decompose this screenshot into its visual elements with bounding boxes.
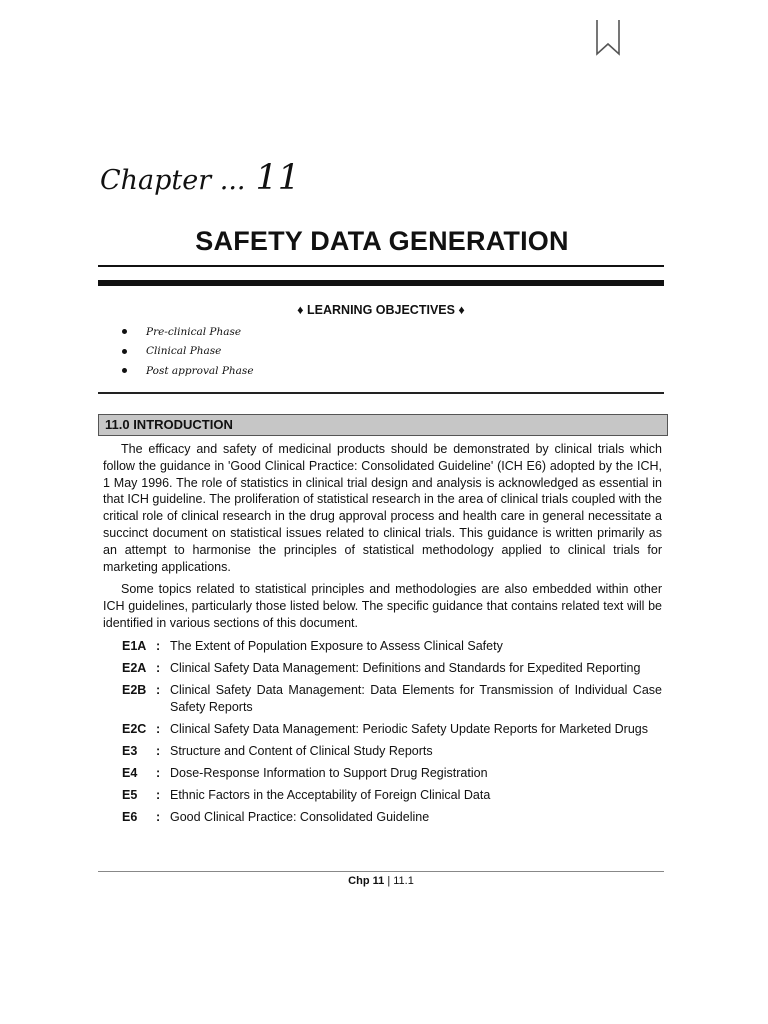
page-footer — [98, 875, 664, 887]
guideline-item: E5 : Ethnic Factors in the Acceptability of Foreign Clinical Data — [122, 788, 491, 802]
footer-rule — [98, 871, 664, 872]
chapter-prefix: Chapter ... — [100, 165, 246, 196]
footer-separator: | — [387, 875, 391, 887]
title-rule-thick — [98, 280, 664, 286]
guideline-item: E4 : Dose-Response Information to Support Drug Registration — [122, 766, 488, 780]
guideline-list — [122, 638, 662, 831]
bullet-icon — [122, 349, 127, 354]
bullet-icon — [122, 368, 127, 373]
guideline-item: E1A : The Extent of Population Exposure to Assess Clinical Safety — [122, 639, 503, 653]
list-item: Post approval Phase — [122, 361, 254, 381]
objectives-divider — [98, 392, 664, 394]
paragraph: The efficacy and safety of medicinal products should be demonstrated by clinical trials which follow the guidance in 'Good Clinical Practice: Consolidated Guideline' (ICH E6) adopted by the ICH, 1 May 1996. The role of statistics in clinical trial design and analysis is acknowledged as essential in that ICH guideline. The proliferation of statistical research in the area of clinical trials coupled with the critical role of clinical research in the drug approval process and health care in general necessitate a succinct document on statistical issues related to clinical trials. This guidance is written primarily as an attempt to harmonise the principles of statistical methodology applied to clinical trials for marketing applications. — [103, 442, 662, 574]
guideline-item: E3 : Structure and Content of Clinical Study Reports — [122, 744, 433, 758]
list-item: Clinical Phase — [122, 342, 254, 362]
guideline-item: E2C : Clinical Safety Data Management: Periodic Safety Update Reports for Marketed Drugs — [122, 722, 649, 736]
section-body — [103, 441, 662, 638]
footer-chapter: Chp 11 — [348, 875, 385, 887]
guideline-item: E2A : Clinical Safety Data Management: Definitions and Standards for Expedited Reporting — [122, 661, 641, 675]
guideline-item: E2B : Clinical Safety Data Management: Data Elements for Transmission of Individual Case Safety Reports — [122, 683, 662, 714]
chapter-number: 11 — [255, 158, 301, 198]
learning-objectives-list — [122, 322, 254, 381]
bookmark-icon[interactable] — [594, 18, 622, 58]
page-number: 11.1 — [393, 875, 414, 887]
title-rule-thin — [98, 265, 664, 267]
page-title: SAFETY DATA GENERATION — [195, 226, 569, 256]
guideline-item: E6 : Good Clinical Practice: Consolidated Guideline — [122, 810, 430, 824]
section-heading: 11.0 INTRODUCTION — [98, 414, 668, 436]
chapter-heading — [100, 158, 300, 198]
bullet-icon — [122, 329, 127, 334]
paragraph: Some topics related to statistical principles and methodologies are also embedded within other ICH guidelines, particularly those listed below. The specific guidance that contains related text will be identified in various sections of this document. — [103, 582, 662, 630]
list-item: Pre-clinical Phase — [122, 322, 254, 342]
learning-objectives-heading: ♦ LEARNING OBJECTIVES ♦ — [297, 303, 465, 317]
